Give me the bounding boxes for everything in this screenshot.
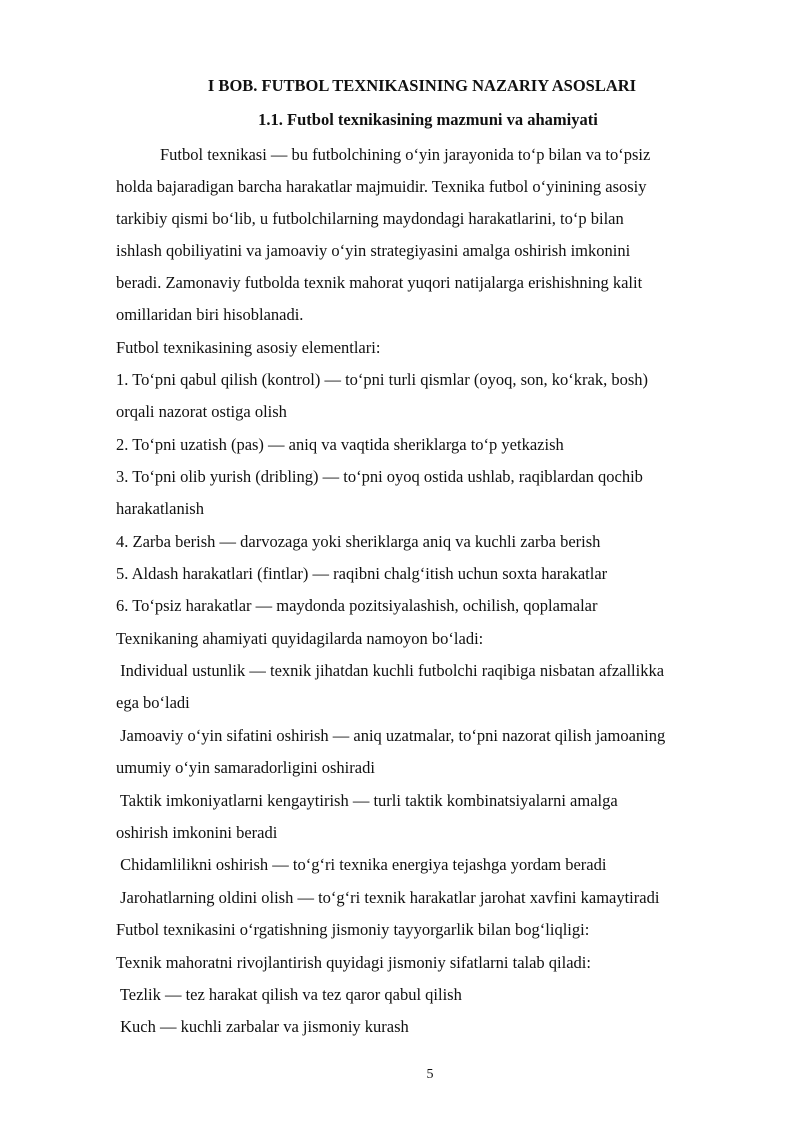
list-item: 1. To‘pni qabul qilish (kontrol) — to‘pni turli qismlar (oyoq, son, ko‘krak, bosh) <box>116 370 648 389</box>
list-item-continuation: oshirish imkonini beradi <box>116 823 278 842</box>
paragraph-line: Futbol texnikasi — bu futbolchining o‘yin jarayonida to‘p bilan va to‘psiz <box>160 145 651 164</box>
page-number: 5 <box>426 1067 434 1082</box>
list-item: Jarohatlarning oldini olish — to‘g‘ri texnik harakatlar jarohat xavfini kamaytiradi <box>116 888 660 907</box>
list-item: Tezlik — tez harakat qilish va tez qaror qabul qilish <box>116 985 462 1004</box>
list-item-continuation: orqali nazorat ostiga olish <box>116 402 287 421</box>
list-item: 3. To‘pni olib yurish (dribling) — to‘pni oyoq ostida ushlab, raqiblardan qochib <box>116 467 643 486</box>
list-item: Chidamlilikni oshirish — to‘g‘ri texnika energiya tejashga yordam beradi <box>116 855 607 874</box>
list-item-continuation: umumiy o‘yin samaradorligini oshiradi <box>116 758 375 777</box>
list-item: 6. To‘psiz harakatlar — maydonda pozitsiyalashish, ochilish, qoplamalar <box>116 596 598 615</box>
list-item: Individual ustunlik — texnik jihatdan kuchli futbolchi raqibiga nisbatan afzallikka <box>116 661 665 680</box>
list-item: Taktik imkoniyatlarni kengaytirish — turli taktik kombinatsiyalarni amalga <box>116 791 618 810</box>
paragraph-line: tarkibiy qismi bo‘lib, u futbolchilarning maydondagi harakatlarini, to‘p bilan <box>116 209 624 228</box>
list-item-continuation: harakatlanish <box>116 499 204 518</box>
section-title: 1.1. Futbol texnikasining mazmuni va ahamiyati <box>258 110 598 129</box>
list-item: Jamoaviy o‘yin sifatini oshirish — aniq uzatmalar, to‘pni nazorat qilish jamoaning <box>116 726 666 745</box>
list-item: 4. Zarba berish — darvozaga yoki sheriklarga aniq va kuchli zarba berish <box>116 532 601 551</box>
importance-heading: Texnikaning ahamiyati quyidagilarda namoyon bo‘ladi: <box>116 629 484 648</box>
relation-heading: Futbol texnikasini o‘rgatishning jismoniy tayyorgarlik bilan bog‘liqligi: <box>116 920 590 939</box>
paragraph-line: holda bajaradigan barcha harakatlar majmuidir. Texnika futbol o‘yinining asosiy <box>116 177 647 196</box>
list-item: Kuch — kuchli zarbalar va jismoniy kurash <box>116 1017 409 1036</box>
elements-heading: Futbol texnikasining asosiy elementlari: <box>116 338 381 357</box>
list-item: 5. Aldash harakatlari (fintlar) — raqibni chalg‘itish uchun soxta harakatlar <box>116 564 608 583</box>
list-item: 2. To‘pni uzatish (pas) — aniq va vaqtida sheriklarga to‘p yetkazish <box>116 435 564 454</box>
paragraph-line: beradi. Zamonaviy futbolda texnik mahorat yuqori natijalarga erishishning kalit <box>116 273 643 292</box>
requirements-heading: Texnik mahoratni rivojlantirish quyidagi jismoniy sifatlarni talab qiladi: <box>116 953 591 972</box>
list-item-continuation: ega bo‘ladi <box>116 693 190 712</box>
paragraph-line: ishlash qobiliyatini va jamoaviy o‘yin strategiyasini amalga oshirish imkonini <box>116 241 631 260</box>
paragraph-line: omillaridan biri hisoblanadi. <box>116 305 304 324</box>
chapter-title: I BOB. FUTBOL TEXNIKASINING NAZARIY ASOSLARI <box>207 76 637 95</box>
